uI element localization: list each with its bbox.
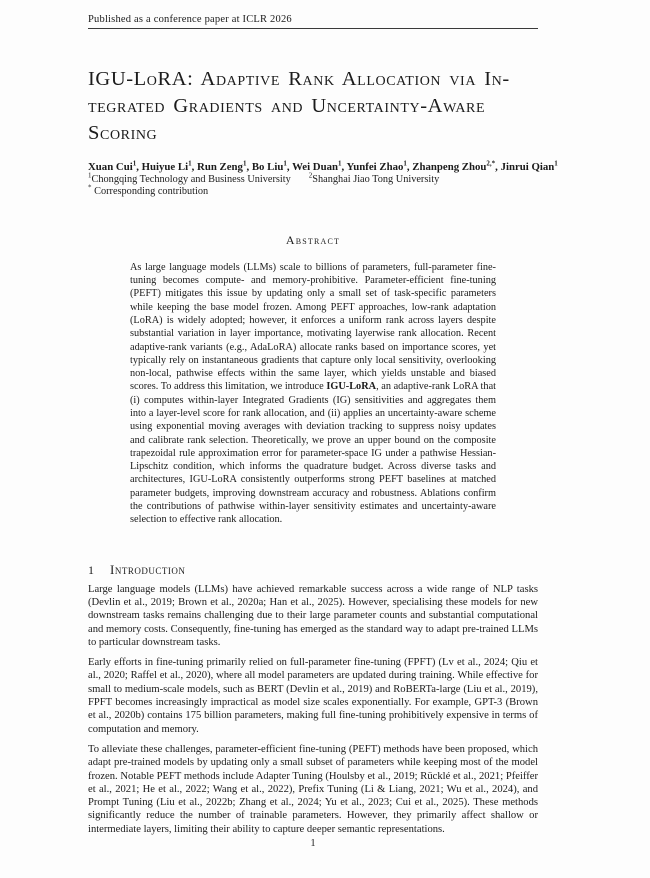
author-affil-mark: 1 [283, 159, 287, 168]
author-name: Zhanpeng Zhou [412, 160, 487, 173]
author-affil-mark: 1 [403, 159, 407, 168]
author-separator: , [495, 160, 501, 173]
author-name: Huiyue Li [141, 160, 189, 173]
author-name: Yunfei Zhao [346, 160, 404, 173]
abstract-heading: Abstract [285, 232, 341, 247]
abstract-method-name: IGU-LoRA [326, 381, 377, 393]
abstract-body [130, 261, 496, 527]
authors-line [88, 159, 558, 173]
abstract-text: As large language models (LLMs) scale to billions of parameters, full-parameter fine-tuning becomes compute- and memory-prohibitive. Parameter-efficient fine-tuning (PEFT) mitigates this issue by updating only a small set of task-specific parameters while keeping the base model frozen. Among PEFT approaches, low-rank adaptation (LoRA) is widely adopted; however, it enforces a uniform rank across layers despite substantial variation in layer importance, motivating layerwise rank allocation. Recent adaptive-rank variants (e.g., AdaLoRA) allocate ranks based on importance scores, yet typically rely on instantaneous gradients that capture only local sensitivity, overlooking non-local, pathwise effects within the same layer, which yields unstable and biased scores. To address this limitation, we introduce [130, 261, 496, 393]
author-separator: , [136, 160, 142, 173]
corresponding-mark: * [88, 183, 92, 192]
affiliation [88, 171, 291, 185]
title-line-1: IGU-LoRA: Adaptive Rank Allocation via In- [88, 68, 510, 90]
section-heading-introduction [88, 562, 538, 578]
author-name: Bo Liu [251, 160, 284, 173]
affiliation-name: Chongqing Technology and Business University [91, 173, 291, 185]
author-affil-mark: 1 [554, 159, 558, 168]
affiliations-line [88, 171, 538, 185]
author-name: Jinrui Qian [500, 160, 555, 173]
author-affil-mark: 1 [132, 159, 137, 168]
author-affil-mark: 1 [337, 159, 342, 168]
paper-content-column [88, 0, 558, 836]
affiliation [308, 171, 440, 185]
author-separator: , [191, 160, 198, 173]
author-name: Wei Duan [292, 160, 338, 173]
title-line-2: tegrated Gradients and Uncertainty-Aware [88, 95, 486, 117]
abstract-text: , an adaptive-rank LoRA that (i) computes within-layer Integrated Gradients (IG) sensitivities and aggregates them into a layer-level score for rank allocation, and (ii) applies an uncertainty-aware scheme using exponential moving averages with deviation tracking to suppress noisy updates and calibrate rank selection. Theoretically, we prove an upper bound on the composite trapezoidal rule approximation error for parameter-space IG under a pathwise Hessian-Lipschitz condition, which informs the quadrature budget. Across diverse tasks and architectures, IGU-LoRA consistently outperforms strong PEFT baselines at matched parameter budgets, improving downstream accuracy and robustness. Ablations confirm the contributions of pathwise within-layer sensitivity estimates and uncertainty-aware selection to effective rank allocation. [130, 381, 497, 526]
corresponding-note [88, 183, 538, 197]
author-separator: , [341, 160, 347, 173]
affiliation-name: Shanghai Jiao Tong University [312, 173, 440, 185]
author-affil-mark: 1 [188, 159, 192, 168]
header-rule [88, 28, 538, 29]
section-number: 1 [88, 562, 94, 577]
author-affil-mark: 1 [242, 159, 247, 168]
author-affil-mark: 2,* [486, 159, 496, 168]
author-separator: , [246, 160, 252, 173]
affiliation-mark: 2 [308, 171, 313, 180]
author-separator: , [406, 160, 413, 173]
author-separator: , [286, 160, 293, 173]
section-title: Introduction [110, 561, 186, 577]
author-name: Xuan Cui [88, 160, 133, 173]
intro-paragraph-1: Large language models (LLMs) have achieved remarkable success across a wide range of NLP tasks (Devlin et al., 2019; Brown et al., 2020a; Han et al., 2025). However, specialising these models for new downstream tasks remains challenging due to their large parameter counts and substantial computational and memory costs. Consequently, fine-tuning has emerged as the standard way to adapt pre-trained LLMs to particular downstream tasks. [88, 583, 538, 648]
intro-paragraph-2: Early efforts in fine-tuning primarily relied on full-parameter fine-tuning (FPFT) (Lv et al., 2024; Qiu et al., 2020; Raffel et al., 2020), where all model parameters are updated during training. While effective for small to medium-scale models, such as BERT (Devlin et al., 2019) and RoBERTa-large (Liu et al., 2019), FPFT becomes increasingly impractical as model size scales exponentially. For example, GPT-3 (Brown et al., 2020b) contains 175 billion parameters, making full fine-tuning prohibitively expensive in terms of computation and memory. [88, 657, 538, 735]
affiliation-mark: 1 [88, 171, 92, 180]
page-number: 1 [310, 838, 316, 849]
paper-title [88, 66, 538, 147]
title-line-3: Scoring [88, 122, 158, 144]
intro-paragraph-3: To alleviate these challenges, parameter-efficient fine-tuning (PEFT) methods have been proposed, which adapt pre-trained models by updating only a small subset of parameters while keeping most of the model frozen. Notable PEFT methods include Adapter Tuning (Houlsby et al., 2019; Rücklé et al., 2021; Pfeiffer et al., 2021; He et al., 2022; Wang et al., 2022), Prefix Tuning (Li & Liang, 2021; Wu et al., 2024), and Prompt Tuning (Liu et al., 2022b; Zhang et al., 2024; Yu et al., 2023; Cui et al., 2025). These methods significantly reduce the number of trainable parameters. However, they primarily affect shallow or intermediate layers, limiting their ability to capture deeper semantic representations. [88, 743, 538, 835]
author-name: Run Zeng [197, 160, 243, 173]
corresponding-text: Corresponding contribution [91, 185, 209, 197]
running-head: Published as a conference paper at ICLR 2026 [88, 14, 292, 25]
